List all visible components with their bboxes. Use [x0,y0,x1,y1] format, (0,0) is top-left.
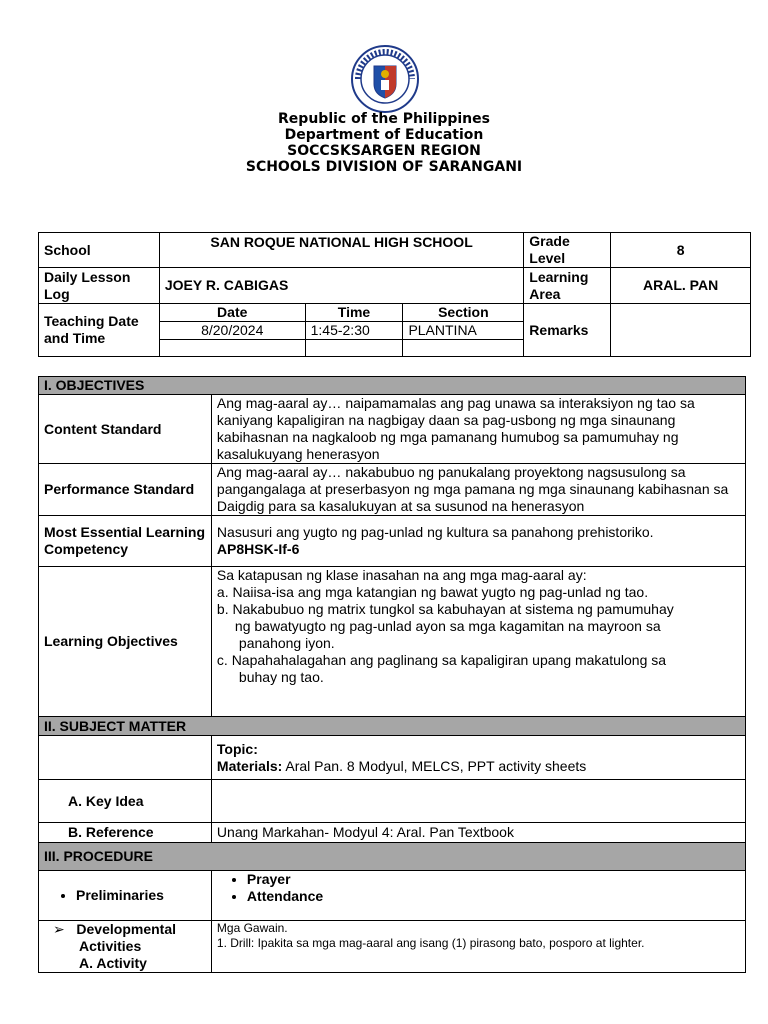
developmental-cell [39,921,212,973]
melc-label: Most Essential Learning Competency [39,516,212,567]
melc-text: Nasusuri ang yugto ng pag-unlad ng kultura sa panahong prehistoriko. [216,524,654,540]
performance-standard-text: Ang mag-aaral ay… nakabubuo ng panukalang proyektong nagsusulong sa pangangalaga at preserbasyon ng mga pamana ng mga sinaunang kabihasnan sa Daigdig para sa kasalukuyan at sa susunod na henerasyon [211,464,745,516]
learning-objectives-cell [211,567,745,717]
school-value: SAN ROQUE NATIONAL HIGH SCHOOL [159,233,523,268]
time-header: Time [305,304,403,322]
daily-lesson-log-label: Daily Lesson Log [39,268,160,304]
time-value: 1:45-2:30 [305,322,403,340]
procedure-heading: III. PROCEDURE [39,843,746,871]
header-region: SOCCSKSARGEN REGION [287,143,481,159]
lo-intro: Sa katapusan ng klase inasahan na ang mga mag-aaral ay: [216,567,587,583]
grade-level-label: Grade Level [524,233,611,268]
prelim-item-attendance: • Attendance [247,888,740,905]
preliminaries-cell [39,871,212,921]
learning-area-label: Learning Area [524,268,611,304]
activity-label: A. Activity [79,955,147,971]
lo-b-line2: ng bawatyugto ng pag-unlad ayon sa mga kagamitan na mayroon sa [234,618,661,634]
topic-label-cell [39,736,212,780]
dev-line1: Mga Gawain. [216,921,288,935]
key-idea-value [211,780,745,823]
document-header [0,111,768,175]
lo-b-line3: panahong iyon. [238,635,335,651]
learning-area-value: ARAL. PAN [611,268,751,304]
lo-a: a. Naiisa-isa ang mga katangian ng bawat yugto ng pag-unlad ng tao. [216,584,649,600]
preliminaries-label: • Preliminaries [76,887,206,904]
date-value: 8/20/2024 [159,322,305,340]
section-value: PLANTINA [403,322,524,340]
developmental-label-line2: Activities [79,938,142,954]
teaching-date-label: Teaching Date and Time [39,304,160,357]
materials-text: Aral Pan. 8 Modyul, MELCS, PPT activity sheets [282,757,587,774]
section-header: Section [403,304,524,322]
subject-matter-heading: II. SUBJECT MATTER [39,717,746,736]
remarks-value [611,304,751,357]
header-republic: Republic of the Philippines [278,111,490,127]
date-empty [159,340,305,357]
lesson-info-table [38,232,751,357]
preliminaries-items-cell [211,871,745,921]
reference-label: B. Reference [39,823,212,843]
grade-level-value: 8 [611,233,751,268]
lo-b-line1: b. Nakabubuo ng matrix tungkol sa kabuhayan at sistema ng pamumuhay [216,601,674,617]
lo-c-line2: buhay ng tao. [238,669,324,685]
objectives-heading: I. OBJECTIVES [39,377,746,395]
topic-materials-cell [211,736,745,780]
prelim-item-prayer: • Prayer [247,871,740,888]
melc-cell [211,516,745,567]
topic-label: Topic: [216,740,258,757]
time-empty [305,340,403,357]
materials-line [217,758,740,775]
arrow-bullet-icon: ➢ [53,921,77,937]
developmental-content [211,921,745,973]
reference-text: Unang Markahan- Modyul 4: Aral. Pan Textbook [211,823,745,843]
learning-objectives-label: Learning Objectives [39,567,212,717]
developmental-label: Developmental [76,921,176,937]
section-empty [403,340,524,357]
dev-line2: 1. Drill: Ipakita sa mga mag-aaral ang isang (1) pirasong bato, posporo at lighter. [216,936,645,950]
developmental-label-line1 [53,921,206,938]
key-idea-label: A. Key Idea [39,780,212,823]
performance-standard-label: Performance Standard [39,464,212,516]
content-standard-label: Content Standard [39,395,212,464]
lo-c-line1: c. Napahahalagahan ang paglinang sa kapaligiran upang makatulong sa [216,652,667,668]
deped-seal-logo [350,44,420,114]
melc-code: AP8HSK-If-6 [216,541,300,557]
header-division: SCHOOLS DIVISION OF SARANGANI [245,159,523,175]
date-header: Date [159,304,305,322]
materials-label: Materials: [216,757,283,774]
teacher-name: JOEY R. CABIGAS [159,268,523,304]
header-department: Department of Education [284,127,484,143]
remarks-label: Remarks [524,304,611,357]
content-standard-text: Ang mag-aaral ay… naipamamalas ang pag unawa sa interaksiyon ng tao sa kaniyang kapaligiran na nagbigay daan sa pag-usbong ng mga sinaunang kabihasnan na nagkaloob ng mga pamanang humubog sa pamumuhay ng kasalukuyang henerasyon [211,395,745,464]
lesson-plan-table [38,376,746,973]
school-label: School [39,233,160,268]
